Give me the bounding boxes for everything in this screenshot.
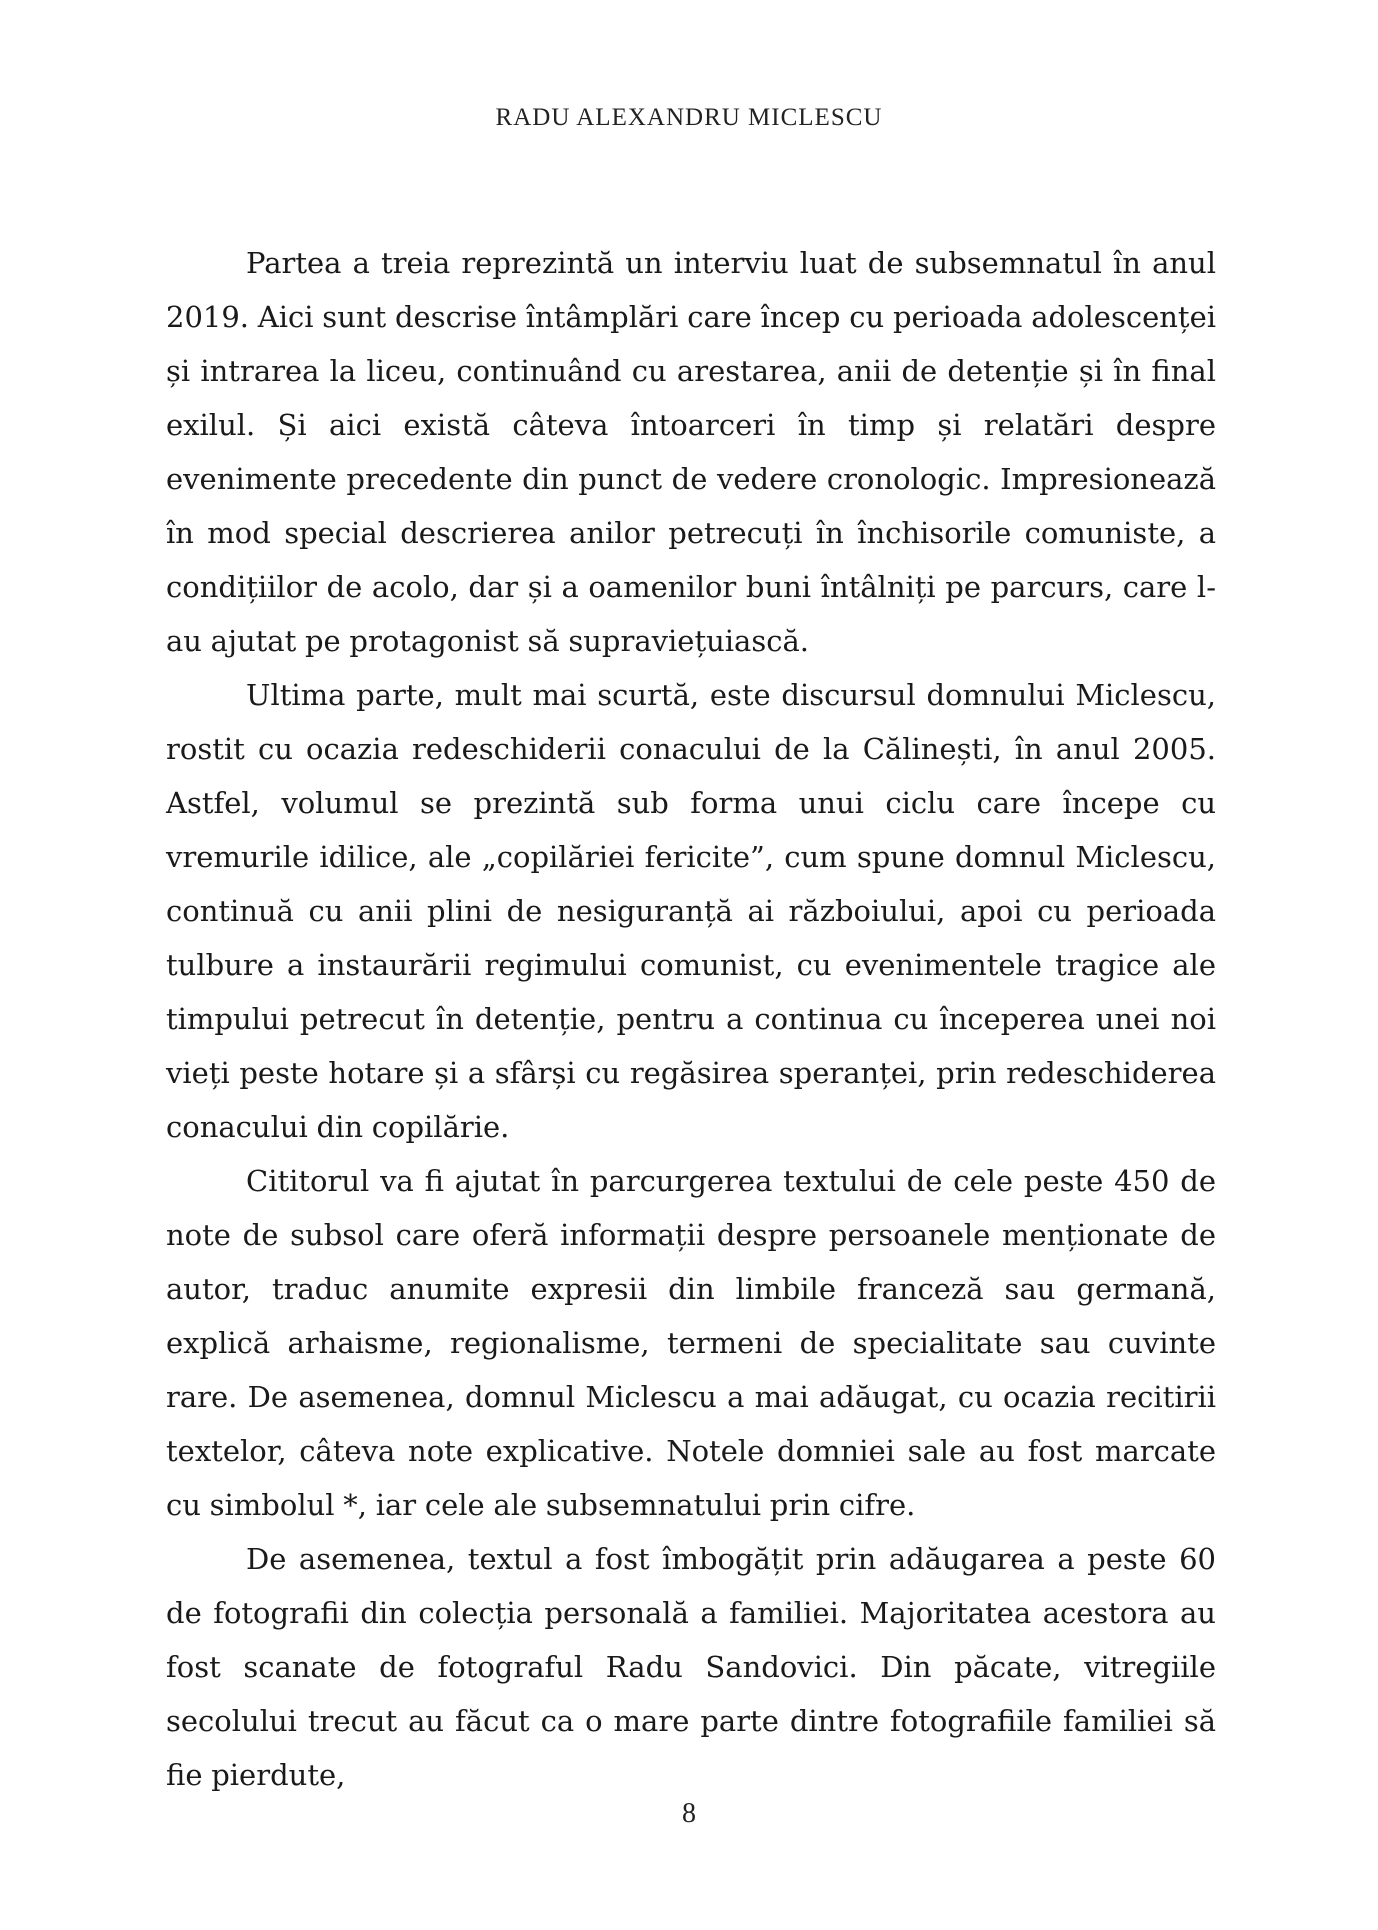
paragraph: Ultima parte, mult mai scurtă, este discursul domnului Miclescu, rostit cu ocazia redeschiderii conacului de la Călinești, în anul 2005. Astfel, volumul se prezintă sub forma unui ciclu care începe cu vremurile idilice, ale „copilăriei fericite”, cum spune domnul Miclescu, continuă cu anii plini de nesiguranță ai războiului, apoi cu perioada tulbure a instaurării regimului comunist, cu evenimentele tragice ale timpului petrecut în detenție, pentru a continua cu începerea unei noi vieți peste hotare și a sfârși cu regăsirea speranței, prin redeschiderea conacului din copilărie. bbox=[166, 678, 1216, 1144]
page-number: 8 bbox=[682, 1798, 696, 1829]
body-text bbox=[166, 236, 1216, 1802]
running-head: RADU ALEXANDRU MICLESCU bbox=[495, 104, 883, 131]
paragraph: Cititorul va fi ajutat în parcurgerea textului de cele peste 450 de note de subsol care oferă informații despre persoanele menționate de autor, traduc anumite expresii din limbile franceză sau germană, explică arhaisme, regionalisme, termeni de specialitate sau cuvinte rare. De asemenea, domnul Miclescu a mai adăugat, cu ocazia recitirii textelor, câteva note explicative. Notele domniei sale au fost marcate cu simbolul *, iar cele ale subsemnatului prin cifre. bbox=[166, 1164, 1216, 1522]
paragraph: Partea a treia reprezintă un interviu luat de subsemnatul în anul 2019. Aici sunt descrise întâmplări care încep cu perioada adolescenței și intrarea la liceu, continuând cu arestarea, anii de detenție și în final exilul. Și aici există câteva întoarceri în timp și relatări despre evenimente precedente din punct de vedere cronologic. Impresionează în mod special descrierea anilor petrecuți în închisorile comuniste, a condițiilor de acolo, dar și a oamenilor buni întâlniți pe parcurs, care l-au ajutat pe protagonist să supraviețuiască. bbox=[166, 246, 1216, 658]
paragraph: De asemenea, textul a fost îmbogățit prin adăugarea a peste 60 de fotografii din colecția personală a familiei. Majoritatea acestora au fost scanate de fotograful Radu Sandovici. Din păcate, vitregiile secolului trecut au făcut ca o mare parte dintre fotografiile familiei să fie pierdute, bbox=[166, 1542, 1216, 1792]
